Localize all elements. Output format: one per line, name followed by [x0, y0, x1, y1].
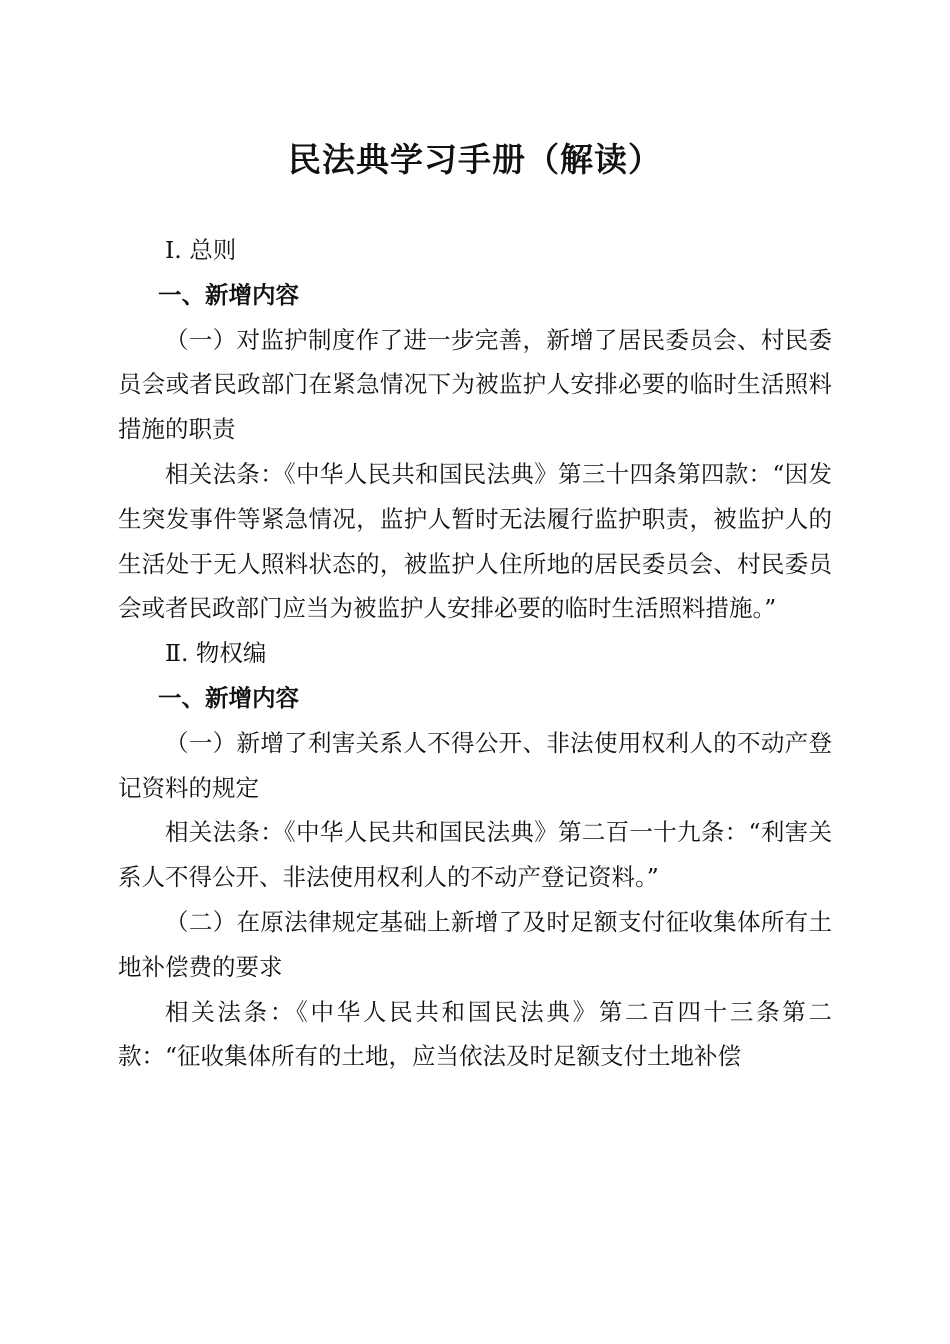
related-article-34: 相关法条：《中华人民共和国民法典》第三十四条第四款：“因发生突发事件等紧急情况，监护人暂时无法履行监护职责，被监护人的生活处于无人照料状态的，被监护人住所地的居民委员会、村民委员会或者民政部门应当为被监护人安排必要的临时生活照料措施。”	[118, 459, 832, 623]
section-heading-new-content: 一、新增内容	[158, 280, 299, 309]
related-article-243: 相关法条：《中华人民共和国民法典》第二百四十三条第二款：“征收集体所有的土地，应当依法及时足额支付土地补偿	[118, 997, 832, 1071]
document-body	[118, 228, 832, 1079]
section-heading-new-content: 一、新增内容	[158, 683, 299, 712]
item-guardianship-improvement: （一）对监护制度作了进一步完善，新增了居民委员会、村民委员会或者民政部门在紧急情况下为被监护人安排必要的临时生活照料措施的职责	[118, 325, 832, 444]
item-real-estate-registration-data: （一）新增了利害关系人不得公开、非法使用权利人的不动产登记资料的规定	[118, 728, 832, 802]
part-heading-general-provisions: Ⅰ. 总则	[165, 236, 237, 264]
document-title: 民法典学习手册（解读）	[288, 140, 662, 179]
item-land-compensation: （二）在原法律规定基础上新增了及时足额支付征收集体所有土地补偿费的要求	[118, 907, 832, 981]
related-article-219: 相关法条：《中华人民共和国民法典》第二百一十九条：“利害关系人不得公开、非法使用权利人的不动产登记资料。”	[118, 818, 832, 892]
part-heading-property-rights: Ⅱ. 物权编	[165, 639, 267, 668]
